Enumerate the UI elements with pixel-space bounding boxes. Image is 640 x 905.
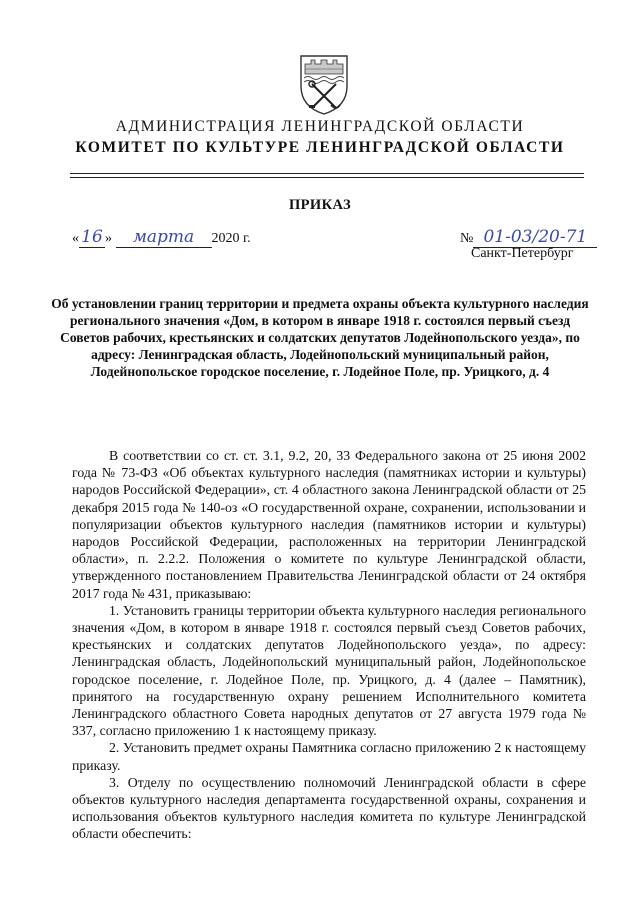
header-divider-top [70,173,584,174]
date-month: марта [116,227,212,248]
paragraph-item-1: 1. Установить границы территории объекта культурного наследия регионального значения «Дом, в котором в январе 1918 г. состоялся первый съезд Советов рабочих, крестьянских и солдатских депутатов Лодейнопольского уезда», по адресу: Ленинградская область, Лодейнопольский муниципальный район, Лодейнопольское городское поселение, г. Лодейное Поле, пр. Урицкого, д. 4 (далее – Памятник), принятого на государственную охрану решением Исполнительного комитета Ленинградского областного Совета народных депутатов от 27 августа 1979 года № 337, согласно приложению 1 к настоящему приказу. [72,602,586,739]
document-title: ПРИКАЗ [288,197,352,213]
order-date [72,227,251,248]
order-subject: Об установлении границ территории и предмета охраны объекта культурного наследия регионального значения «Дом, в котором в январе 1918 г. состоялся первый съезд Советов рабочих, крестьянских и солдатских депутатов Лодейнопольского уезда», по адресу: Ленинградская область, Лодейнопольский муниципальный район, Лодейнопольское городское поселение, г. Лодейное Поле, пр. Урицкого, д. 4 [51,296,589,379]
administration-heading: АДМИНИСТРАЦИЯ ЛЕНИНГРАДСКОЙ ОБЛАСТИ [115,118,525,135]
city-name: Санкт-Петербург [471,246,574,261]
number-value: 01-03/20-71 [473,227,597,248]
header-divider-bottom [70,177,584,178]
paragraph-item-3: 3. Отделу по осуществлению полномочий Ленинградской области в сфере объектов культурного наследия департамента государственной охраны, сохранения и использования объектов культурного наследия комитета по культуре Ленинградской области обеспечить: [72,774,586,842]
date-year: 2020 г. [211,231,251,246]
date-open-quote: « [72,231,79,246]
date-close-quote: » [105,231,112,246]
paragraph-preamble: В соответствии со ст. ст. 3.1, 9.2, 20, 33 Федерального закона от 25 июня 2002 года № 73-ФЗ «Об объектах культурного наследия (памятниках истории и культуры) народов Российской Федерации», ст. 4 областного закона Ленинградской области от 25 декабря 2015 года № 140-оз «О государственной охране, сохранении, использовании и популяризации объектов культурного наследия (памятников истории и культуры) народов Российской Федерации, расположенных на территории Ленинградской области», п. 2.2.2. Положения о комитете по культуре Ленинградской области, утвержденного постановлением Правительства Ленинградской области от 24 октября 2017 года № 431, приказываю: [72,448,586,601]
paragraph-item-2: 2. Установить предмет охраны Памятника согласно приложению 2 к настоящему приказу. [72,740,586,773]
coat-of-arms-icon [297,52,351,116]
date-day: 16 [79,227,105,248]
committee-heading: КОМИТЕТ ПО КУЛЬТУРЕ ЛЕНИНГРАДСКОЙ ОБЛАСТИ [75,139,565,156]
order-body [72,447,586,843]
order-number [460,227,597,248]
number-prefix: № [460,231,474,246]
